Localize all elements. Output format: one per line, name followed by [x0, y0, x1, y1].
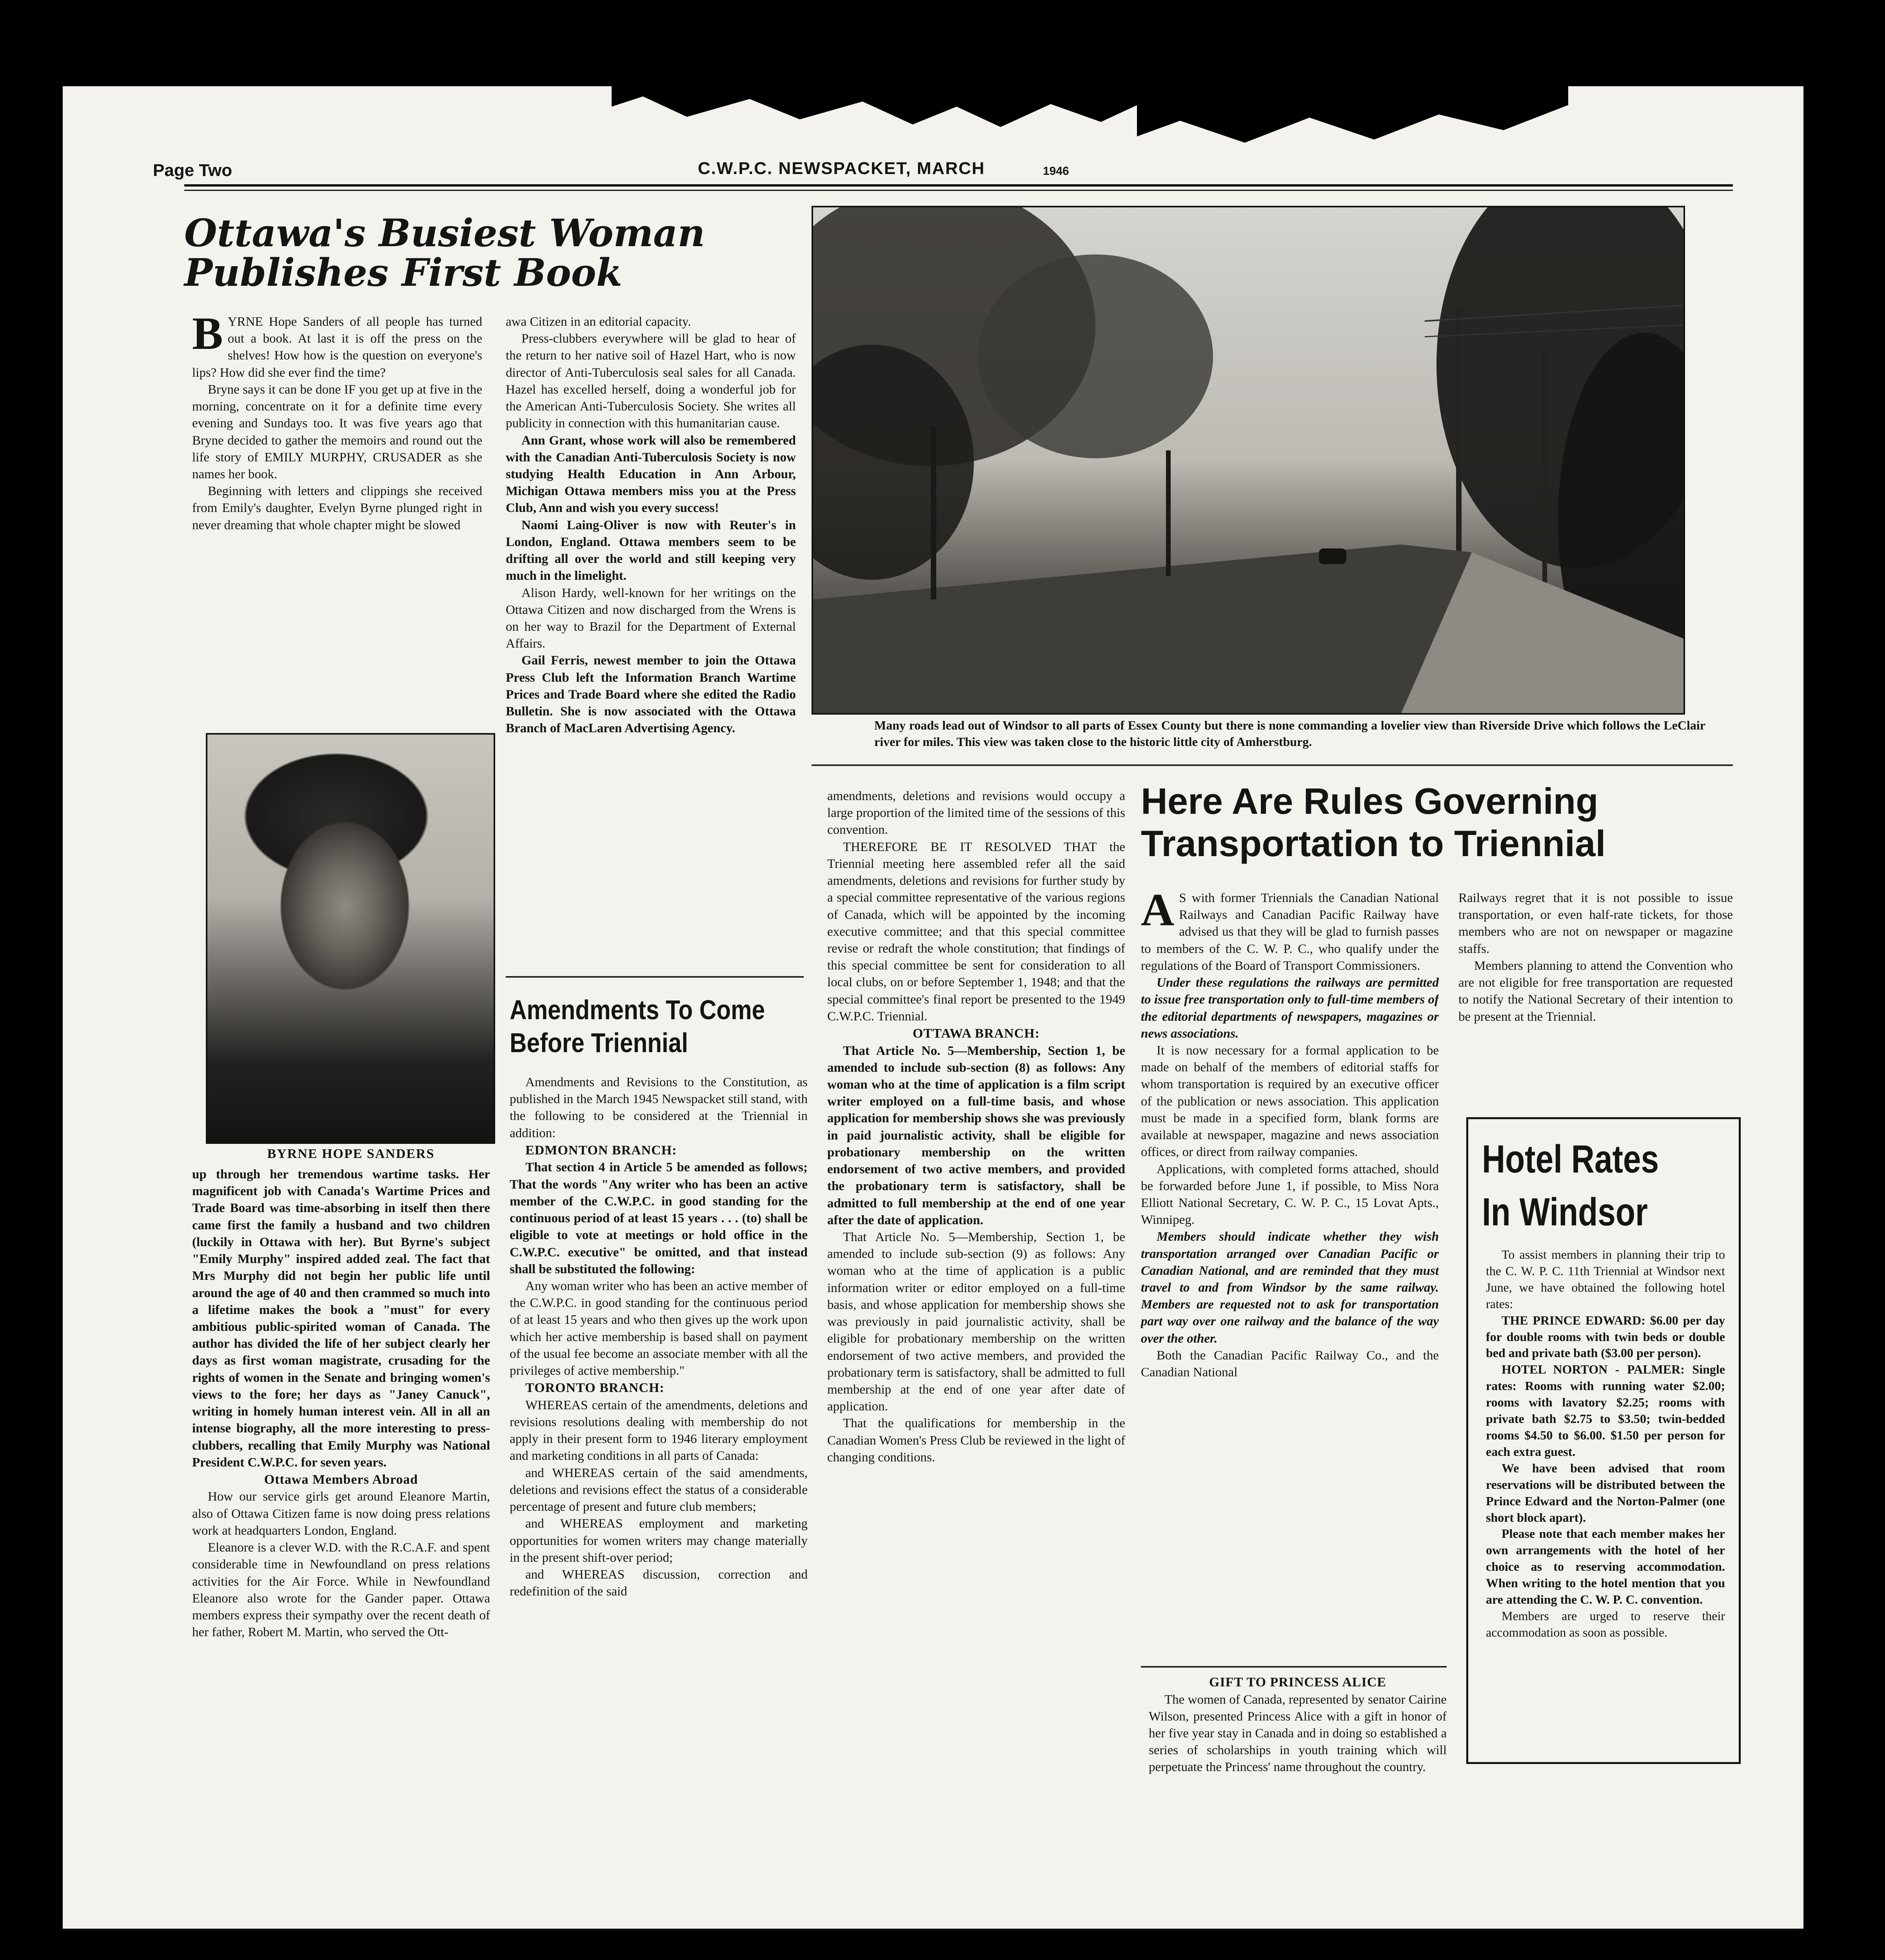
amendments-headline — [510, 996, 808, 1057]
amendments-line-2: Before Triennial — [510, 1027, 688, 1058]
busiest-p6: Eleanore is a clever W.D. with the R.C.A.F. and spent considerable time in Newfoundland on press relations activities for the Air Force. While in Newfoundland Eleanore also wrote for the Gander paper. Ottawa members express their sympathy over the recent death of her father, Robert M. Martin, who served the Ott- — [192, 1541, 490, 1640]
c2-p1: awa Citizen in an editorial capacity. — [506, 315, 691, 329]
landscape-trees — [813, 207, 1683, 713]
dropcap-a: A — [1141, 890, 1175, 935]
transport-c6-p1: Railways regret that it is not possible to issue transportation, or even half-rate tickets, for those members who are not on newspaper or magazine staffs. — [1458, 891, 1733, 956]
gift-head: GIFT TO PRINCESS ALICE — [1209, 1675, 1386, 1690]
hotel-p6: Members are urged to reserve their accommodation as soon as possible. — [1486, 1608, 1725, 1639]
gift-col — [1149, 1674, 1447, 1901]
c2-p2: Press-clubbers everywhere will be glad to hear of the return to her native soil of Hazel Hart, who is now director of Anti-Tuberculosis seal sales for all Canada. Hazel has excelled herself, doing a wonderful job for the American Anti-Tuberculosis Society. She writes all publicity in connection with this humanitarian cause. — [506, 332, 796, 431]
hotel-line-2: In Windsor — [1482, 1190, 1648, 1234]
header-rule — [184, 184, 1733, 187]
gift-rule — [1141, 1666, 1447, 1668]
c2-p6: Gail Ferris, newest member to join the Ottawa Press Club left the Information Branch Wartime Prices and Trade Board where she edited the Radio Bulletin. She is now associated with the Ottawa Branch of MacLaren Advertising Agency. — [506, 653, 796, 736]
ottawa-p1: That Article No. 5—Membership, Section 1, be amended to include sub-section (8) as follows: Any woman who at the time of application is a film script writer employed on a full-time basis, and whose application for membership shows she was previously in paid journalistic activity, shall be eligible for probationary membership on the written endorsement of two active members, and provided the probationary term is satisfactory, shall be admitted to full membership at the end of one year after the date of application. — [827, 1044, 1125, 1227]
amend-c4-p2: THEREFORE BE IT RESOLVED THAT the Triennial meeting here assembled refer all the said amendments, deletions and revisions for further study by a special committee representative of the various regions of Canada, which will be appointed by the incoming executive committee; and that this special committee revise or redraft the whole constitution; that findings of this special committee be sent for consideration to all local clubs, on or before September 1, 1948; and that the special committee's final report be presented to the 1949 C.W.P.C. Triennial. — [827, 840, 1125, 1024]
transport-p1: S with former Triennials the Canadian National Railways and Canadian Pacific Railway have advised us that they will be glad to furnish passes to members of the C. W. P. C., who qualify under the regulations of the Board of Transport Commissioners. — [1141, 891, 1439, 973]
ottawa-head: OTTAWA BRANCH: — [912, 1026, 1040, 1041]
busiest-p1: YRNE Hope Sanders of all people has turned out a book. At last it is off the press on the shelves! How how is the question on everyone's lips? How did she ever find the time? — [192, 315, 482, 380]
c2-p3: Ann Grant, whose work will also be remembered with the Canadian Anti-Tuberculosis Society is now studying Health Education in Ann Arbour, Michigan Ottawa members miss you at the Press Club, Ann and wish you every success! — [506, 433, 796, 515]
c2-p5: Alison Hardy, well-known for her writings on the Ottawa Citizen and now discharged from the Wrens is on her way to Brazil for the Department of External Affairs. — [506, 586, 796, 651]
edmonton-head: EDMONTON BRANCH: — [525, 1143, 677, 1158]
portrait-photo — [206, 733, 495, 1144]
header-rule-thin — [184, 190, 1733, 191]
busiest-p3: Beginning with letters and clippings she received from Emily's daughter, Evelyn Byrne plunged right in never dreaming that whole chapter might be slowed — [192, 484, 482, 532]
page-label: Page Two — [153, 161, 232, 180]
busiest-col-1-bottom — [192, 1166, 490, 1895]
photo-rule — [812, 764, 1733, 766]
hotel-headline — [1482, 1133, 1733, 1239]
portrait-caption: BYRNE HOPE SANDERS — [267, 1147, 435, 1161]
transport-headline — [1141, 780, 1729, 865]
amendments-col — [510, 1074, 808, 1897]
masthead: C.W.P.C. NEWSPACKET, MARCH — [698, 159, 985, 178]
busiest-col-1-top — [192, 314, 482, 721]
headline-line-2: Publishes First Book — [184, 250, 623, 295]
busiest-woman-headline — [184, 211, 733, 295]
toronto-p1: WHEREAS certain of the amendments, deletions and revisions resolutions dealing with membership do not apply in their present form to 1946 literary employment and marketing conditions in all parts of Canada: — [510, 1398, 808, 1463]
transport-p6: Both the Canadian Pacific Railway Co., and the Canadian National — [1141, 1348, 1439, 1380]
transport-p4: Applications, with completed forms attached, should be forwarded before June 1, if possible, to Miss Nora Elliott National Secretary, C. W. P. C., 15 Lovat Apts., Winnipeg. — [1141, 1162, 1439, 1227]
transport-c6-p2: Members planning to attend the Convention who are not eligible for free transportation are requested to notify the National Secretary of their intention to be present at the Triennial. — [1458, 958, 1733, 1024]
edmonton-p2: Any woman writer who has been an active member of the C.W.P.C. in good standing for the continuous period of at least 15 years and who then gives up the work upon which her active membership is based shall on payment of the usual fee become an associate member with all the privileges of active membership." — [510, 1279, 808, 1378]
c2-p4: Naomi Laing-Oliver is now with Reuter's in London, England. Ottawa members seem to be drifting all over the world and still keeping very much in the limelight. — [506, 518, 796, 583]
ottawa-p3: That the qualifications for membership in the Canadian Women's Press Club be reviewed in the light of changing conditions. — [827, 1416, 1125, 1465]
hotel-p3: HOTEL NORTON - PALMER: Single rates: Rooms with running water $2.00; rooms with lavatory $2.25; rooms with private bath $2.75 to $3.50; twin-bedded rooms $4.50 to $6.00. $1.50 per person for each extra guest. — [1486, 1362, 1725, 1459]
transport-p5: Members should indicate whether they wish transportation arranged over Canadian Pacific or Canadian National, and are reminded that they must travel to and from Windsor by the same railway. Members are requested not to ask for transportation part way over one railway and the balance of the way over the other. — [1141, 1230, 1439, 1346]
ottawa-p2: That Article No. 5—Membership, Section 1, be amended to include sub-section (9) as follows: Any woman who at the time of application is a public information writer or editor employed on a full-time basis, and whose application for membership shows she was previously in paid journalistic activity, shall be eligible for probationary membership on the written endorsement of two active members, and provided the probationary term is satisfactory, shall be admitted to full membership at the end of one year after date of application. — [827, 1230, 1125, 1414]
hotel-p1: To assist members in planning their trip to the C. W. P. C. 11th Triennial at Windsor next June, we have obtained the following hotel rates: — [1486, 1247, 1725, 1311]
photo-caption: Many roads lead out of Windsor to all parts of Essex County but there is none commanding a lovelier view than Riverside Drive which follows the LeClair river for miles. This view was taken close to the historic little city of Amherstburg. — [874, 718, 1705, 749]
transport-p2: Under these regulations the railways are permitted to issue free transportation only to full-time members of the editorial departments of newspapers, magazines or news associations. — [1141, 976, 1439, 1041]
busiest-p2: Bryne says it can be done IF you get up at five in the morning, concentrate on it for a definite time every evening and Sundays too. It was five years ago that Bryne decided to gather the memoirs and round out the life story of EMILY MURPHY, CRUSADER as she names her book. — [192, 382, 482, 481]
headline-line-1: Ottawa's Busiest Woman — [184, 211, 705, 255]
sub-ottawa-abroad: Ottawa Members Abroad — [264, 1472, 418, 1487]
toronto-head: TORONTO BRANCH: — [525, 1381, 665, 1396]
gift-p1: The women of Canada, represented by senator Cairine Wilson, presented Princess Alice with a gift in honor of her five year stay in Canada and in doing so established a series of scholarships in youth training which will perpetuate the Princess' name throughout the country. — [1149, 1692, 1447, 1775]
transport-line-2: Transportation to Triennial — [1141, 823, 1606, 864]
hotel-p4: We have been advised that room reservations will be distributed between the Prince Edward and the Norton-Palmer (one short block apart). — [1486, 1461, 1725, 1524]
riverside-drive-photo — [812, 206, 1685, 715]
transport-col-continued — [1458, 890, 1733, 1109]
busiest-p5: How our service girls get around Eleanore Martin, also of Ottawa Citizen fame is now doing press relations work at headquarters London, England. — [192, 1490, 490, 1538]
busiest-col-2 — [506, 314, 796, 972]
hotel-p5: Please note that each member makes her own arrangements with the hotel of her choice as to reserving accommodation. When writing to the hotel mention that you are attending the C. W. P. C. convention. — [1486, 1526, 1725, 1607]
toronto-p4: and WHEREAS discussion, correction and redefinition of the said — [510, 1567, 808, 1599]
hotel-col — [1486, 1247, 1725, 1756]
toronto-p3: and WHEREAS employment and marketing opportunities for women writers may change materially in the present shift-over period; — [510, 1517, 808, 1565]
dropcap: B — [192, 314, 223, 359]
hotel-line-1: Hotel Rates — [1482, 1137, 1659, 1181]
transport-line-1: Here Are Rules Governing — [1141, 780, 1598, 822]
edmonton-p1: That section 4 in Article 5 be amended as follows; That the words "Any writer who has been an active member of the C.W.P.C. in good standing for the continuous period of at least 15 years . . . (to) shall be eligible to vote at meetings or hold office in the C.W.P.C. executive" be omitted, and that instead shall be substituted the following: — [510, 1160, 808, 1276]
busiest-p4: up through her tremendous wartime tasks. Her magnificent job with Canada's Wartime Prices and Trade Board was time-absorbing in itself then there came first the family a husband and two children (luckily in Ottawa with her). But Byrne's subject "Emily Murphy" inspired added zeal. The fact that Mrs Murphy did not begin her public life until around the age of 40 and then crammed so much into a lifetime makes the book a "must" for every ambitious public-spirited woman of Canada. The author has divided the life of her subject clearly her days as first woman magistrate, crusading for the rights of women in the Senate and bringing women's views to the fore; her days as "Janey Canuck", writing in homely human interest vein. All in all an intense biography, all the more interesting to press-clubbers, recalling that Emily Murphy was National President C.W.P.C. for seven years. — [192, 1167, 490, 1470]
hotel-p2: THE PRINCE EDWARD: $6.00 per day for double rooms with twin beds or double bed and private bath ($3.00 per person). — [1486, 1313, 1725, 1360]
amendments-col-continued — [827, 788, 1125, 1897]
transport-p3: It is now necessary for a formal application to be made on behalf of the members of editorial staffs for whom transportation is required by an executive officer of the publication or news association. This application must be made in a specified form, blank forms are available at newspaper, magazine and news association offices, or direct from railway companies. — [1141, 1043, 1439, 1160]
column-rule — [506, 976, 804, 978]
masthead-year: 1946 — [1043, 165, 1069, 178]
amend-intro: Amendments and Revisions to the Constitution, as published in the March 1945 Newspacket still stand, with the following to be considered at the Triennial in addition: — [510, 1075, 808, 1140]
transport-col — [1141, 890, 1439, 1658]
amend-c4-p1: amendments, deletions and revisions would occupy a large proportion of the limited time of the sessions of this convention. — [827, 789, 1125, 837]
amendments-line-1: Amendments To Come — [510, 995, 765, 1025]
toronto-p2: and WHEREAS certain of the said amendments, deletions and revisions effect the status of a considerable percentage of present and future club members; — [510, 1466, 808, 1514]
